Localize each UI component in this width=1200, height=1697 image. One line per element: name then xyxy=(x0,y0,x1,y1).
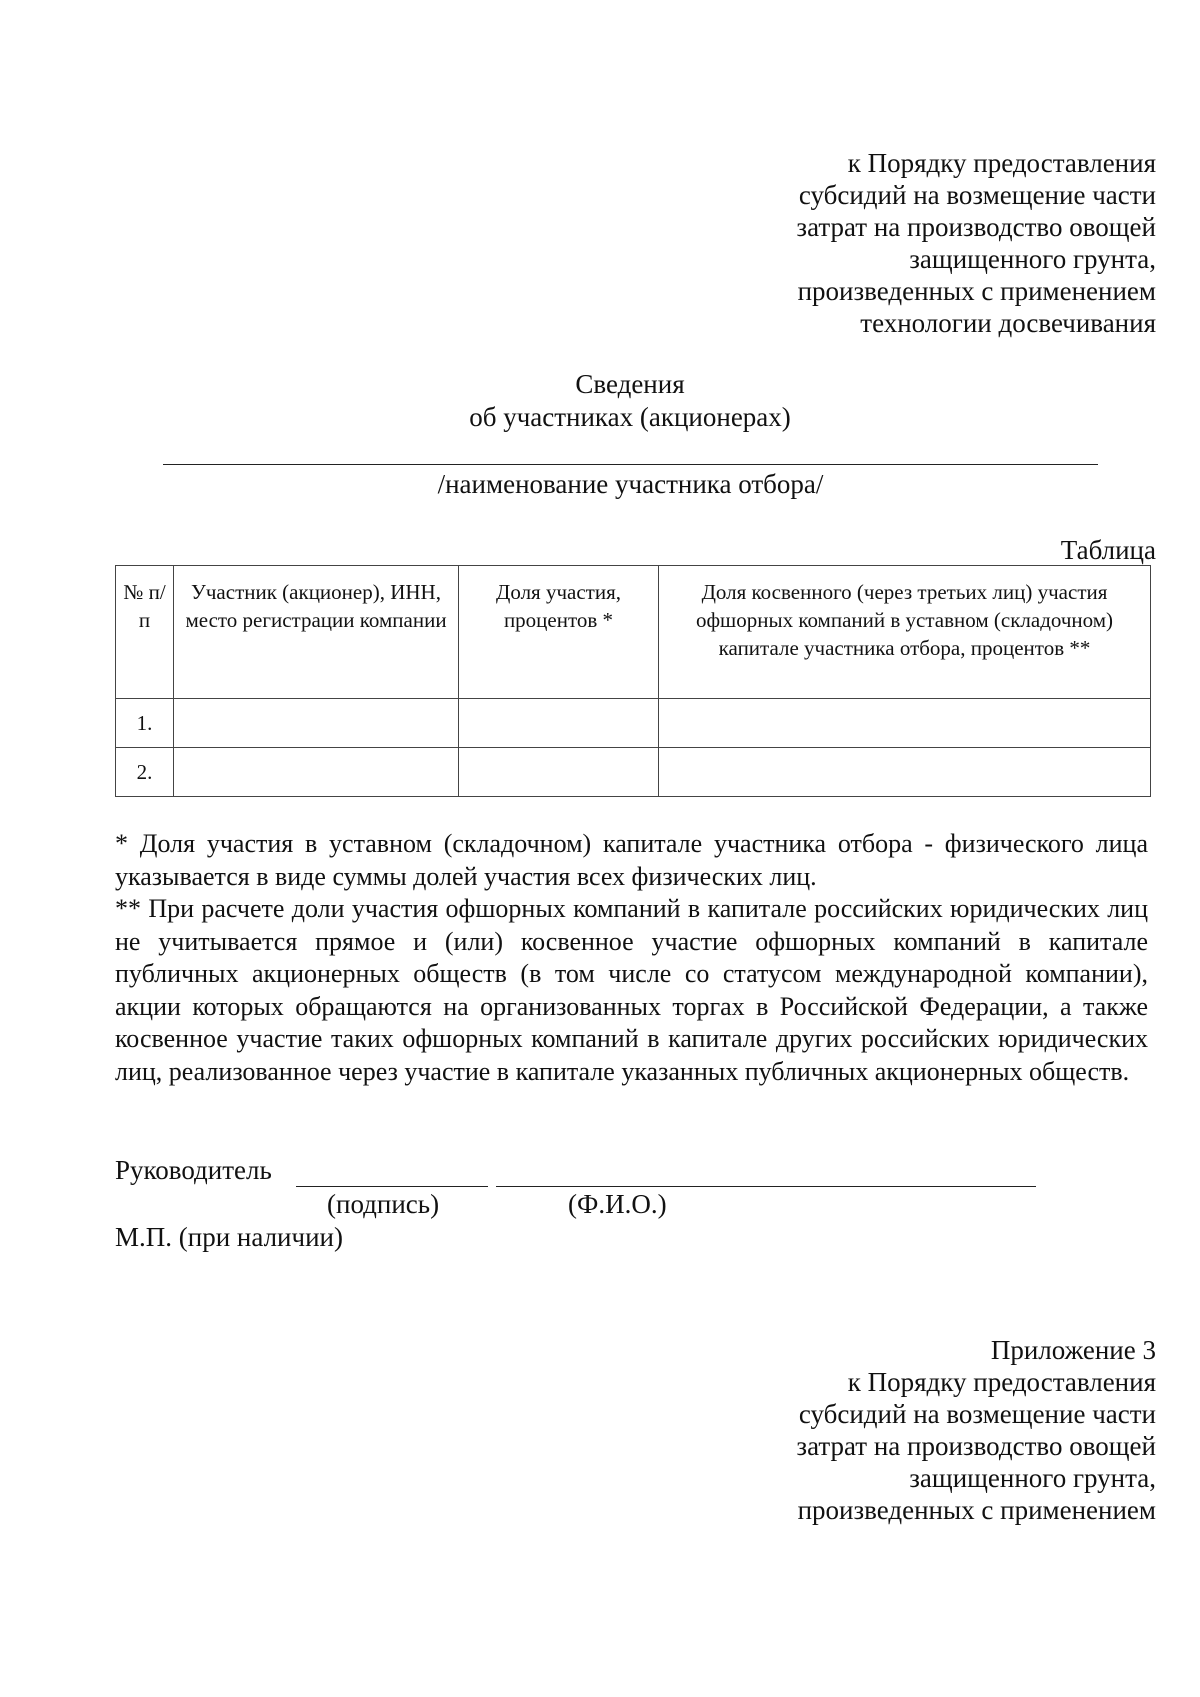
column-header-number: № п/п xyxy=(116,566,174,699)
header-line: произведенных с применением xyxy=(797,1495,1156,1525)
table-header-row xyxy=(116,566,1151,699)
shareholders-table xyxy=(115,565,1151,797)
footnote-single-asterisk: * Доля участия в уставном (складочном) капитале участника отбора - физического лица указывается в виде суммы долей участия всех физических лиц. xyxy=(115,829,1148,891)
row-number: 1. xyxy=(116,699,174,748)
participant-name-caption: /наименование участника отбора/ xyxy=(437,469,824,499)
appendix-3-header xyxy=(796,1334,1156,1526)
row-number: 2. xyxy=(116,748,174,797)
header-line: защищенного грунта, xyxy=(909,1463,1156,1493)
column-header-offshore-share: Доля косвенного (через третьих лиц) участия офшорных компаний в уставном (складочном) капитале участника отбора, процентов ** xyxy=(659,566,1151,699)
table-row xyxy=(116,748,1151,797)
footnote-double-asterisk: ** При расчете доли участия офшорных компаний в капитале российских юридических лиц не учитывается прямое и (или) косвенное участие офшорных компаний в капитале публичных акционерных обществ (в том числе со статусом международной компании), акции которых обращаются на организованных торгах в Российской Федерации, а также косвенное участие таких офшорных компаний в капитале других российских юридических лиц, реализованное через участие в капитале указанных публичных акционерных обществ. xyxy=(115,894,1148,1086)
table-cell xyxy=(174,699,459,748)
document-title: Сведения xyxy=(575,369,685,399)
signature-line xyxy=(296,1186,488,1187)
header-line: субсидий на возмещение части xyxy=(798,1399,1156,1429)
participant-name-line xyxy=(163,464,1098,465)
table-row xyxy=(116,699,1151,748)
table-cell xyxy=(659,748,1151,797)
header-line: технологии досвечивания xyxy=(860,308,1156,338)
table-cell xyxy=(459,699,659,748)
table-label: Таблица xyxy=(1060,535,1156,565)
table-cell xyxy=(459,748,659,797)
header-line: произведенных с применением xyxy=(797,276,1156,306)
full-name-line xyxy=(496,1186,1036,1187)
stamp-label: М.П. (при наличии) xyxy=(115,1222,343,1252)
appendix-number: Приложение 3 xyxy=(990,1335,1156,1365)
signature-caption: (подпись) xyxy=(327,1189,440,1219)
header-line: защищенного грунта, xyxy=(909,244,1156,274)
column-header-share: Доля участия, процентов * xyxy=(459,566,659,699)
table-cell xyxy=(659,699,1151,748)
header-line: к Порядку предоставления xyxy=(847,148,1156,178)
header-line: затрат на производство овощей xyxy=(796,1431,1156,1461)
column-header-participant: Участник (акционер), ИНН, место регистрации компании xyxy=(174,566,459,699)
full-name-caption: (Ф.И.О.) xyxy=(568,1189,667,1219)
document-subtitle: об участниках (акционерах) xyxy=(469,402,791,432)
header-appendix-reference xyxy=(796,147,1156,339)
header-line: субсидий на возмещение части xyxy=(798,180,1156,210)
header-line: к Порядку предоставления xyxy=(847,1367,1156,1397)
table-cell xyxy=(174,748,459,797)
header-line: затрат на производство овощей xyxy=(796,212,1156,242)
signature-label: Руководитель xyxy=(115,1155,272,1185)
